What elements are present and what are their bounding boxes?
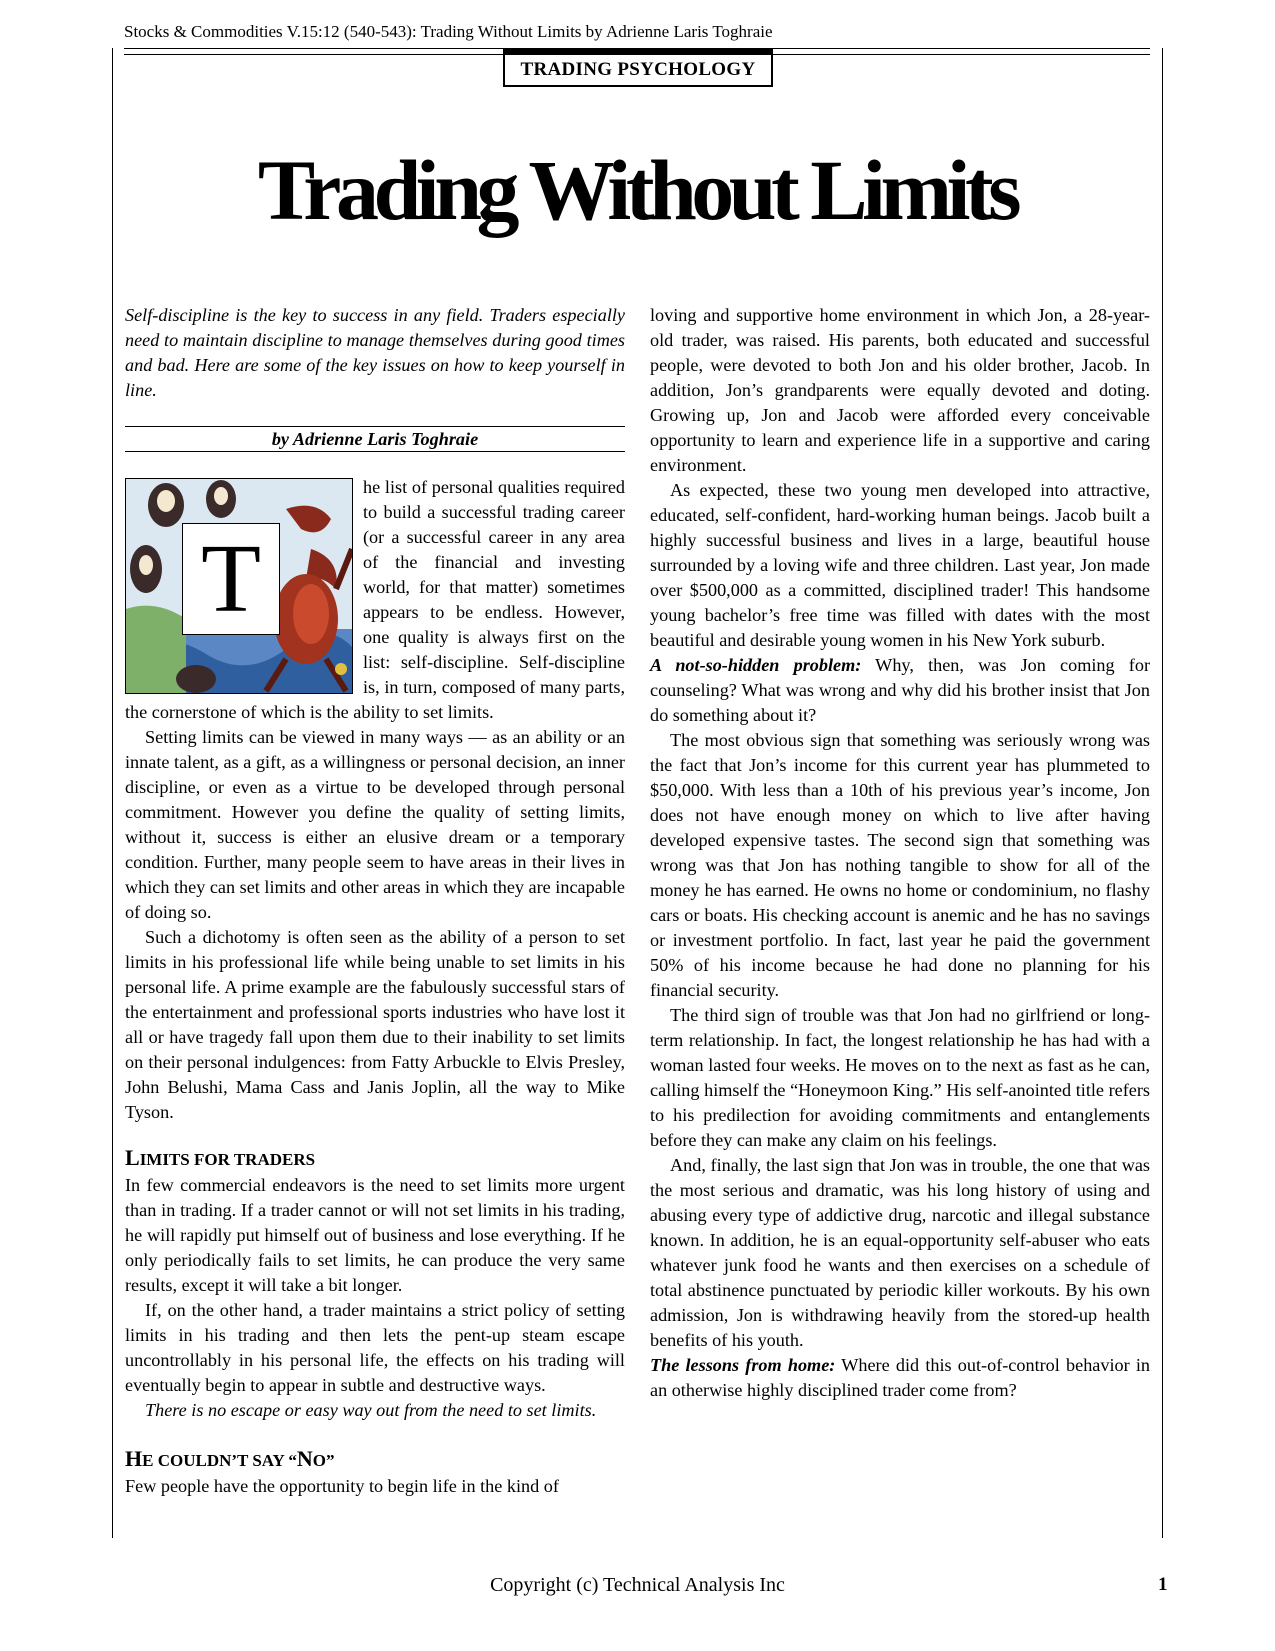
frame-left-rule [112,48,113,1538]
page-number: 1 [1158,1574,1168,1595]
section-label-bar [503,48,773,55]
drop-cap-letter: T [182,523,280,635]
left-paragraph-1: he list of personal qualities required to build a successful trading career (or a successful career in any area of the financial and investing world, for that matter) sometimes appears to be endless. However, one quality is always first on the list: self-discipline. Self-discipline is, in turn, composed of many parts, the cornerstone of which is the ability to set limits. [125,477,625,722]
right-paragraph-2: As expected, these two young men developed into attractive, educated, self-confident, hard-working human beings. Jacob built a highly successful business and lives in a large, beautiful house surrounded by a loving wife and three children. Last year, Jon made over $500,000 as a committed, disciplined trader! This handsome young bachelor’s free time was filled with dates with the most beautiful and desirable young women in his New York suburb. [650,480,1150,650]
left-paragraph-2: Setting limits can be viewed in many ways — as an ability or an innate talent, as a gift, as a willingness or personal decision, an inner discipline, or even as a virtue to be developed through personal commitment. However you define the quality of setting limits, without it, success is either an elusive dream or a temporary condition. Further, many people seem to have areas in their lives in which they can set limits and other areas in which they are incapable of doing so. [125,727,625,922]
left-paragraph-3: Such a dichotomy is often seen as the ability of a person to set limits in his professional life while being unable to set limits in his personal life. A prime example are the fabulously successful stars of the entertainment and professional sports industries who have lost it all or have tragedy fall upon them due to their inability to set limits on their personal indulgences: from Fatty Arbuckle to Elvis Presley, John Belushi, Mama Cass and Janis Joplin, all the way to Mike Tyson. [125,927,625,1122]
run-in-heading-lessons: The lessons from home: [650,1355,836,1375]
right-paragraph-5: The third sign of trouble was that Jon had no girlfriend or long-term relationship. In fact, the longest relationship he has had with a woman lasted four weeks. He moves on to the next as fast as he can, calling himself the “Honeymoon King.” His self-anointed title refers to his predilection for avoiding commitments and entanglements before they can make any claim on his feelings. [650,1005,1150,1150]
right-paragraph-4: The most obvious sign that something was seriously wrong was the fact that Jon’s income for this current year has plummeted to $50,000. With less than a 10th of his previous year’s income, Jon does not have enough money on which to live after having developed expensive tastes. The second sign that something was wrong was that Jon has nothing tangible to show for all of the money he has earned. He owns no home or condominium, no flashy cars or boats. His checking account is anemic and he has no savings or investment portfolio. In fact, last year he paid the government 50% of his income because he had done no planning for his financial security. [650,730,1150,1000]
right-paragraph-7: The lessons from home: Where did this out-of-control behavior in an otherwise highly disciplined trader come from? [650,1355,1151,1400]
copyright-footer: Copyright (c) Technical Analysis Inc [490,1574,785,1596]
left-paragraph-7: Few people have the opportunity to begin life in the kind of [125,1476,559,1496]
heading-he-couldnt-say-no: HE COULDN’T SAY “NO” [125,1446,335,1471]
section-label: TRADING PSYCHOLOGY [503,55,773,87]
heading-limits-for-traders: LIMITS FOR TRADERS [125,1145,316,1170]
left-paragraph-5: If, on the other hand, a trader maintains a strict policy of setting limits in his trading and then lets the pent-up steam escape uncontrollably in his personal life, the effects on his trading will eventually begin to appear in subtle and destructive ways. [125,1300,625,1395]
right-column [650,303,1150,1403]
deck: Self-discipline is the key to success in any field. Traders especially need to maintain discipline to manage themselves during good times and bad. Here are some of the key issues on how to keep yourself in line. [125,305,625,400]
frame-right-rule [1162,48,1163,1538]
left-paragraph-6: There is no escape or easy way out from the need to set limits. [145,1400,597,1420]
run-in-heading-problem: A not-so-hidden problem: [650,655,862,675]
article-title: Trading Without Limits [257,142,1017,238]
byline: by Adrienne Laris Toghraie [125,426,625,452]
running-head: Stocks & Commodities V.15:12 (540-543): Trading Without Limits by Adrienne Laris Toghraie [124,22,773,41]
left-paragraph-4: In few commercial endeavors is the need to set limits more urgent than in trading. If a trader cannot or will not set limits in his trading, he will rapidly put himself out of business and lose everything. If he only periodically fails to set limits, he can produce the very same results, except it will take a bit longer. [125,1175,625,1295]
right-paragraph-3: A not-so-hidden problem: Why, then, was Jon coming for counseling? What was wrong and why did his brother insist that Jon do something about it? [650,655,1151,725]
right-paragraph-6: And, finally, the last sign that Jon was in trouble, the one that was the most serious and dramatic, was his long history of using and abusing every type of addictive drug, narcotic and illegal substance known. In addition, he is an equal-opportunity self-abuser who eats whatever junk food he wants and then exercises on a schedule of total abstinence punctuated by periodic killer workouts. By his own admission, Jon is withdrawing heavily from the stored-up health benefits of his youth. [650,1155,1150,1350]
left-column [125,303,625,1499]
right-paragraph-1: loving and supportive home environment in which Jon, a 28-year-old trader, was raised. His parents, both educated and successful people, were devoted to both Jon and his older brother, Jacob. In addition, Jon’s grandparents were equally devoted and doting. Growing up, Jon and Jacob were afforded every conceivable opportunity to learn and experience life in a supportive and caring environment. [650,305,1150,475]
drop-cap-illustration [125,478,353,694]
